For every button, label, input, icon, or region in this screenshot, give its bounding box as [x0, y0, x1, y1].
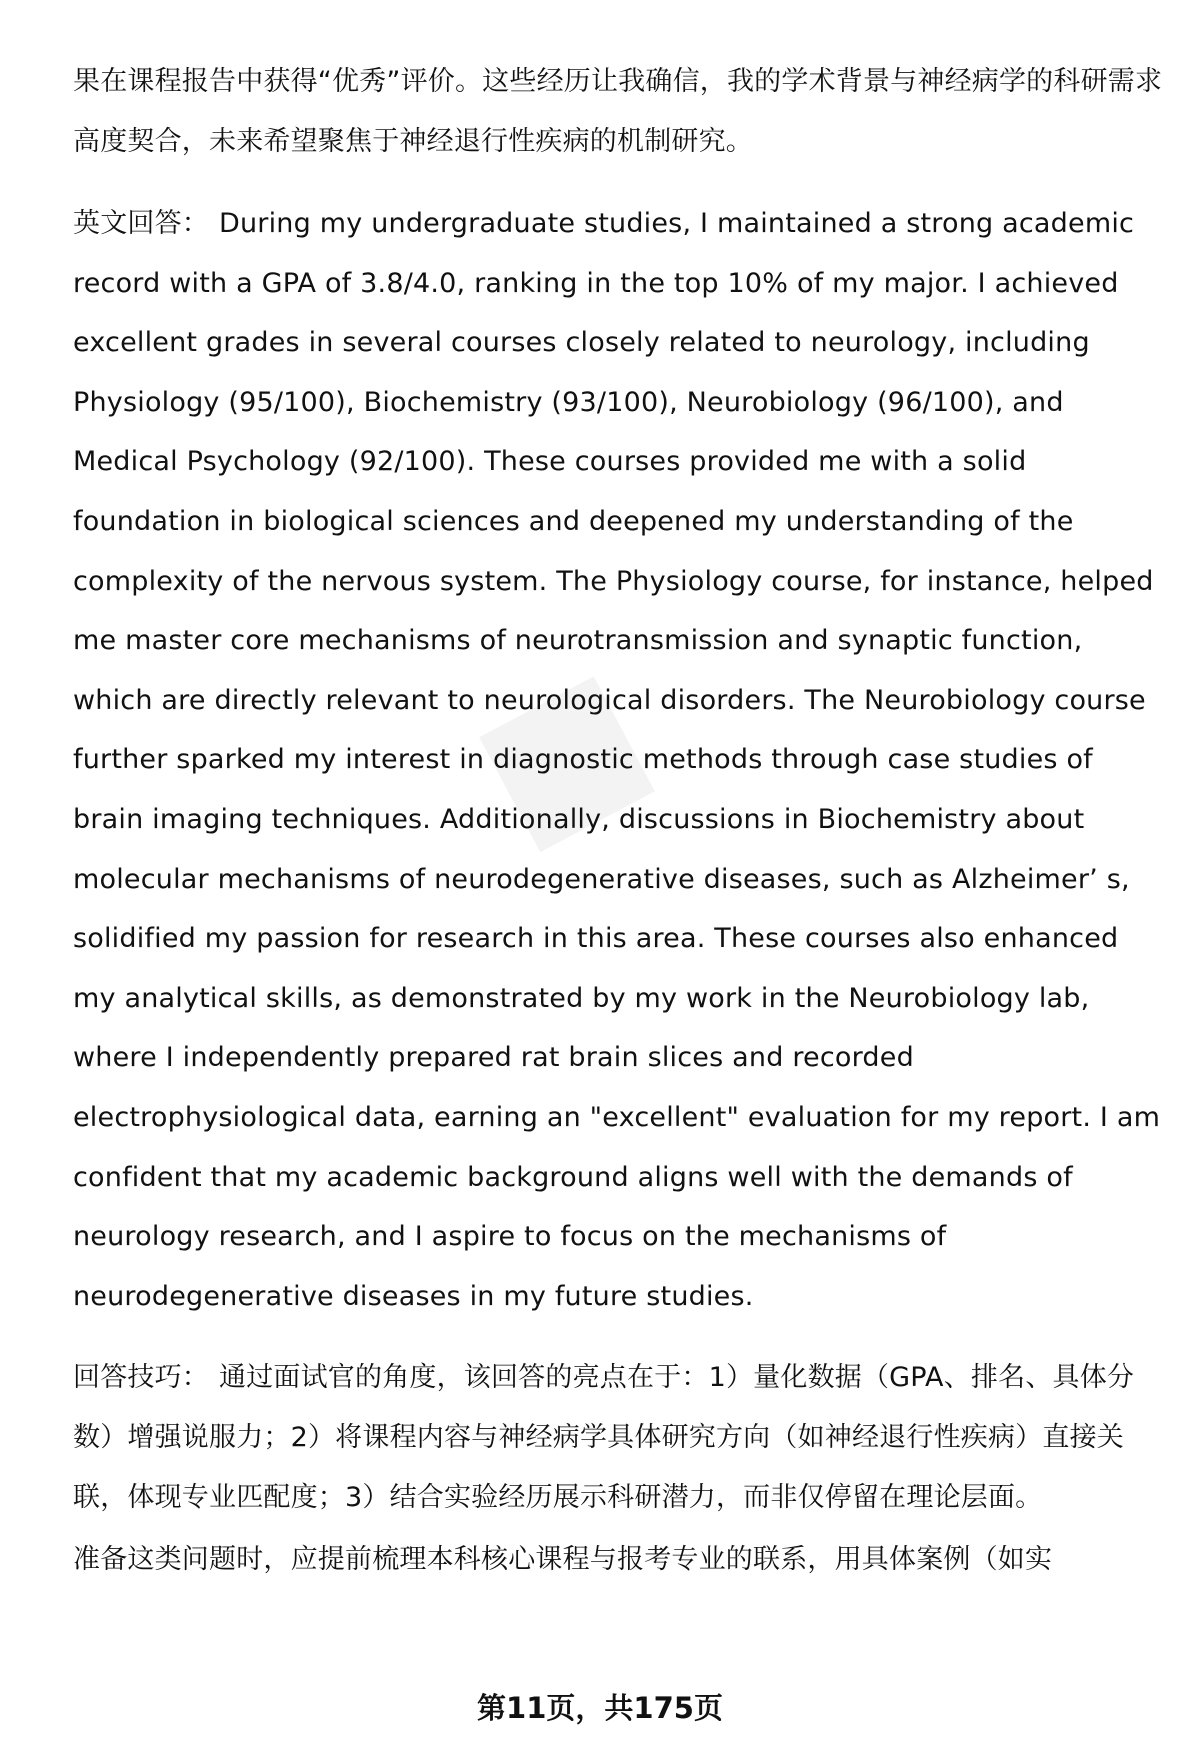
chinese-intro-paragraph: 果在课程报告中获得“优秀”评价。这些经历让我确信，我的学术背景与神经病学的科研需求高度契合，未来希望聚焦于神经退行性疾病的机制研究。	[73, 66, 1163, 157]
english-answer-text: During my undergraduate studies, I maintained a strong academic record with a GPA of 3.8/4.0, ranking in the top 10% of my major. I achieved excellent grades in several courses closely related to neurology, including Physiology (95/100), Biochemistry (93/100), Neurobiology (96/100), and Medical Psychology (92/100). These courses provided me with a solid foundation in biological sciences and deepened my understanding of the complexity of the nervous system. The Physiology course, for instance, helped me master core mechanisms of neurotransmission and synaptic function, which are directly relevant to neurological disorders. The Neurobiology course further sparked my interest in diagnostic methods through case studies of brain imaging techniques. Additionally, discussions in Biochemistry about molecular mechanisms of neurodegenerative diseases, such as Alzheimer’ s, solidified my passion for research in this area. These courses also enhanced my analytical skills, as demonstrated by my work in the Neurobiology lab, where I independently prepared rat brain slices and recorded electrophysiological data, earning an "excellent" evaluation for my report. I am confident that my academic background aligns well with the demands of neurology research, and I aspire to focus on the mechanisms of neurodegenerative diseases in my future studies.	[73, 208, 1161, 1312]
answer-tips-paragraph	[73, 1348, 1163, 1528]
preparation-paragraph: 准备这类问题时，应提前梳理本科核心课程与报考专业的联系，用具体案例（如实	[73, 1544, 1053, 1576]
answer-tips-label: 回答技巧：	[73, 1362, 209, 1394]
english-answer-label: 英文回答：	[73, 208, 209, 239]
english-answer-paragraph	[73, 194, 1163, 1326]
page-indicator: 第11页，共175页	[477, 1691, 723, 1725]
document-content	[73, 52, 1163, 1590]
watermark: ■	[443, 618, 694, 878]
answer-tips-text: 通过面试官的角度，该回答的亮点在于：1）量化数据（GPA、排名、具体分数）增强说服力；2）将课程内容与神经病学具体研究方向（如神经退行性疾病）直接关联，体现专业匹配度；3）结合实验经历展示科研潜力，而非仅停留在理论层面。	[73, 1362, 1135, 1514]
